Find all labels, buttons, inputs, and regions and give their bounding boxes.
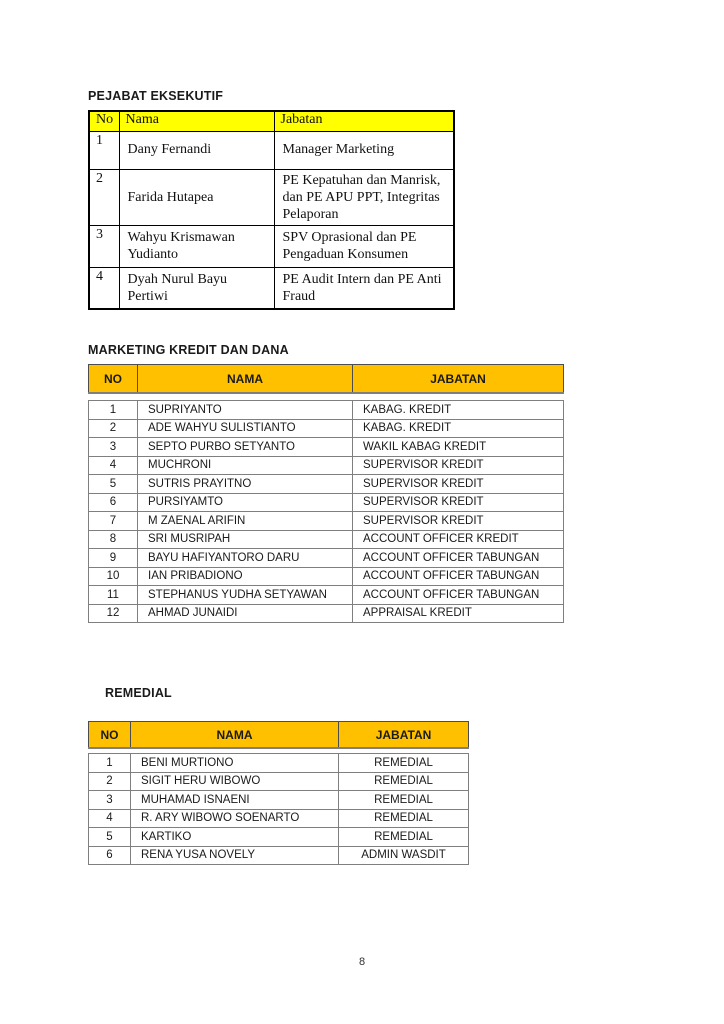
- cell-nama: AHMAD JUNAIDI: [138, 604, 353, 623]
- cell-nama: SIGIT HERU WIBOWO: [131, 772, 339, 791]
- cell-jabatan: APPRAISAL KREDIT: [353, 604, 564, 623]
- cell-no: 4: [89, 267, 119, 309]
- cell-jabatan: REMEDIAL: [339, 772, 469, 791]
- table-row: [89, 791, 469, 810]
- cell-no: 7: [89, 512, 138, 531]
- table-row: [89, 828, 469, 847]
- column-header-jabatan: Jabatan: [274, 111, 454, 131]
- cell-nama: MUCHRONI: [138, 456, 353, 475]
- table-pejabat-eksekutif: [88, 110, 455, 310]
- table-header-row: [89, 365, 564, 394]
- cell-jabatan: REMEDIAL: [339, 791, 469, 810]
- table-row: [89, 846, 469, 865]
- cell-jabatan: PE Audit Intern dan PE Anti Fraud: [274, 267, 454, 309]
- table-row: [89, 493, 564, 512]
- cell-jabatan: Manager Marketing: [274, 131, 454, 169]
- cell-no: 1: [89, 754, 131, 773]
- cell-jabatan: WAKIL KABAG KREDIT: [353, 438, 564, 457]
- page-number: 8: [358, 956, 366, 968]
- cell-jabatan: PE Kepatuhan dan Manrisk, dan PE APU PPT, Integritas Pelaporan: [274, 169, 454, 225]
- cell-nama: KARTIKO: [131, 828, 339, 847]
- table-marketing-header: [88, 364, 564, 394]
- table-row: [89, 530, 564, 549]
- cell-no: 4: [89, 809, 131, 828]
- cell-no: 6: [89, 846, 131, 865]
- column-header-nama: NAMA: [138, 365, 353, 394]
- cell-no: 5: [89, 475, 138, 494]
- cell-jabatan: REMEDIAL: [339, 754, 469, 773]
- cell-jabatan: SUPERVISOR KREDIT: [353, 475, 564, 494]
- table-row: [89, 586, 564, 605]
- cell-no: 11: [89, 586, 138, 605]
- table-row: [89, 809, 469, 828]
- cell-no: 1: [89, 401, 138, 420]
- cell-nama: BAYU HAFIYANTORO DARU: [138, 549, 353, 568]
- table-header-row: [89, 722, 469, 749]
- cell-no: 1: [89, 131, 119, 169]
- table-row: [89, 512, 564, 531]
- column-header-no: NO: [89, 722, 131, 749]
- cell-nama: ADE WAHYU SULISTIANTO: [138, 419, 353, 438]
- table-row: [89, 567, 564, 586]
- table-row: [89, 549, 564, 568]
- cell-no: 12: [89, 604, 138, 623]
- cell-jabatan: SPV Oprasional dan PE Pengaduan Konsumen: [274, 225, 454, 267]
- cell-jabatan: ACCOUNT OFFICER KREDIT: [353, 530, 564, 549]
- table-row: [89, 438, 564, 457]
- cell-no: 9: [89, 549, 138, 568]
- table-row: [89, 772, 469, 791]
- cell-jabatan: KABAG. KREDIT: [353, 419, 564, 438]
- cell-no: 5: [89, 828, 131, 847]
- cell-jabatan: KABAG. KREDIT: [353, 401, 564, 420]
- cell-nama: RENA YUSA NOVELY: [131, 846, 339, 865]
- table-row: [89, 754, 469, 773]
- cell-nama: Dany Fernandi: [119, 131, 274, 169]
- table-row: [89, 267, 454, 309]
- table-row: [89, 169, 454, 225]
- cell-nama: SEPTO PURBO SETYANTO: [138, 438, 353, 457]
- cell-nama: M ZAENAL ARIFIN: [138, 512, 353, 531]
- cell-nama: IAN PRIBADIONO: [138, 567, 353, 586]
- cell-no: 3: [89, 225, 119, 267]
- cell-nama: SUTRIS PRAYITNO: [138, 475, 353, 494]
- cell-no: 2: [89, 169, 119, 225]
- table-row: [89, 604, 564, 623]
- table-row: [89, 475, 564, 494]
- cell-jabatan: SUPERVISOR KREDIT: [353, 456, 564, 475]
- cell-nama: MUHAMAD ISNAENI: [131, 791, 339, 810]
- cell-jabatan: SUPERVISOR KREDIT: [353, 493, 564, 512]
- cell-nama: STEPHANUS YUDHA SETYAWAN: [138, 586, 353, 605]
- cell-nama: SRI MUSRIPAH: [138, 530, 353, 549]
- table-row: [89, 401, 564, 420]
- section-title-pejabat-eksekutif: PEJABAT EKSEKUTIF: [88, 89, 224, 103]
- cell-nama: Farida Hutapea: [119, 169, 274, 225]
- column-header-nama: Nama: [119, 111, 274, 131]
- cell-no: 10: [89, 567, 138, 586]
- cell-nama: R. ARY WIBOWO SOENARTO: [131, 809, 339, 828]
- cell-no: 2: [89, 419, 138, 438]
- cell-jabatan: ADMIN WASDIT: [339, 846, 469, 865]
- cell-jabatan: ACCOUNT OFFICER TABUNGAN: [353, 586, 564, 605]
- column-header-jabatan: JABATAN: [353, 365, 564, 394]
- cell-no: 8: [89, 530, 138, 549]
- section-title-marketing-kredit-dan-dana: MARKETING KREDIT DAN DANA: [88, 343, 289, 357]
- table-header-row: [89, 111, 454, 131]
- cell-no: 6: [89, 493, 138, 512]
- table-remedial-header: [88, 721, 469, 749]
- cell-jabatan: REMEDIAL: [339, 809, 469, 828]
- table-row: [89, 225, 454, 267]
- cell-no: 4: [89, 456, 138, 475]
- table-marketing-body: [88, 400, 564, 623]
- table-row: [89, 419, 564, 438]
- cell-jabatan: REMEDIAL: [339, 828, 469, 847]
- cell-nama: SUPRIYANTO: [138, 401, 353, 420]
- cell-jabatan: ACCOUNT OFFICER TABUNGAN: [353, 549, 564, 568]
- column-header-jabatan: JABATAN: [339, 722, 469, 749]
- column-header-no: NO: [89, 365, 138, 394]
- table-remedial-body: [88, 753, 469, 865]
- column-header-nama: NAMA: [131, 722, 339, 749]
- column-header-no: No: [89, 111, 119, 131]
- section-title-remedial: REMEDIAL: [105, 686, 172, 700]
- table-row: [89, 131, 454, 169]
- cell-nama: PURSIYAMTO: [138, 493, 353, 512]
- cell-no: 2: [89, 772, 131, 791]
- cell-jabatan: SUPERVISOR KREDIT: [353, 512, 564, 531]
- cell-no: 3: [89, 791, 131, 810]
- cell-jabatan: ACCOUNT OFFICER TABUNGAN: [353, 567, 564, 586]
- cell-nama: Dyah Nurul Bayu Pertiwi: [119, 267, 274, 309]
- cell-nama: BENI MURTIONO: [131, 754, 339, 773]
- cell-nama: Wahyu Krismawan Yudianto: [119, 225, 274, 267]
- cell-no: 3: [89, 438, 138, 457]
- table-row: [89, 456, 564, 475]
